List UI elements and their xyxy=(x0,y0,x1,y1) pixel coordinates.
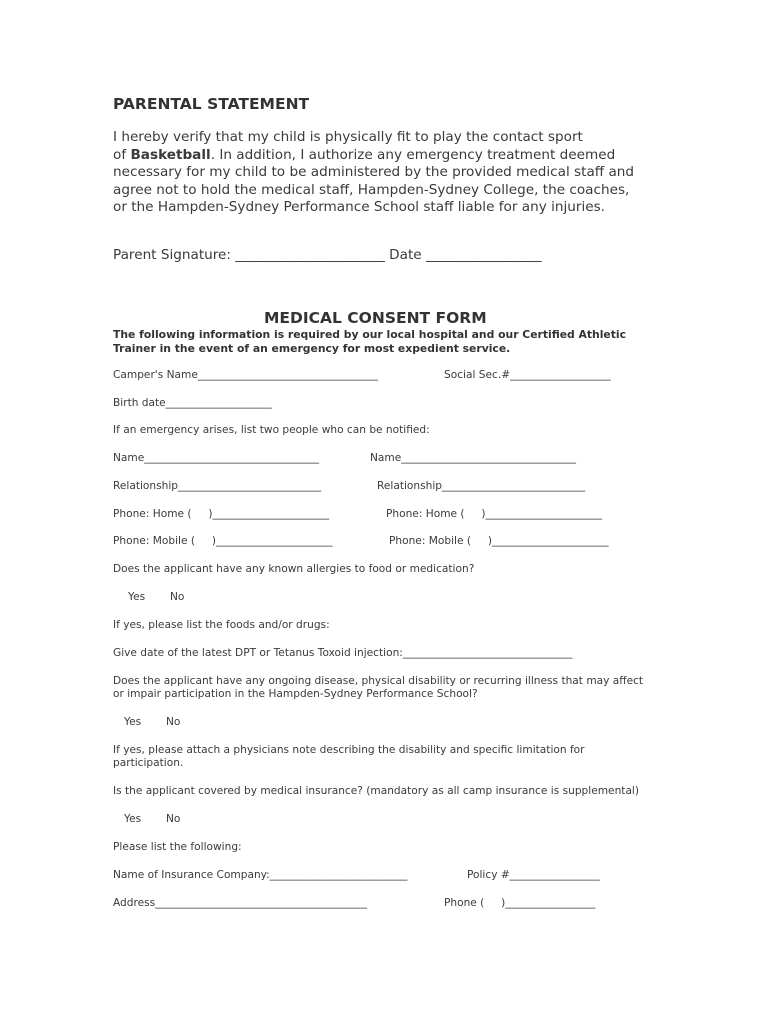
contact2-name-field[interactable]: Name_________________________________ xyxy=(370,452,577,464)
medical-intro-line-2: Trainer in the event of an emergency for most expedient service. xyxy=(113,342,511,355)
insurance-question: Is the applicant covered by medical insurance? (mandatory as all camp insurance is supplemental) xyxy=(113,785,640,797)
parental-line-1: I hereby verify that my child is physically fit to play the contact sport xyxy=(113,129,583,145)
parental-line-2 xyxy=(113,147,615,165)
dpt-injection-date-field[interactable]: Give date of the latest DPT or Tetanus Toxoid injection:________________________________ xyxy=(113,647,573,659)
policy-number-field[interactable]: Policy #_________________ xyxy=(467,869,600,881)
disease-question-line-1: Does the applicant have any ongoing disease, physical disability or recurring illness that may affect xyxy=(113,675,644,687)
sport-name: Basketball xyxy=(130,146,211,163)
contact1-home-phone-field[interactable]: Phone: Home ( )______________________ xyxy=(113,508,330,520)
insurance-yes-option[interactable]: Yes xyxy=(124,813,142,825)
medical-consent-title: MEDICAL CONSENT FORM xyxy=(264,309,487,327)
contact2-relationship-field[interactable]: Relationship___________________________ xyxy=(377,480,586,492)
insurance-company-field[interactable]: Name of Insurance Company:__________________________ xyxy=(113,869,408,881)
insurance-no-option[interactable]: No xyxy=(166,813,181,825)
contact1-relationship-field[interactable]: Relationship___________________________ xyxy=(113,480,322,492)
parental-line-5: or the Hampden-Sydney Performance School staff liable for any injuries. xyxy=(113,199,605,215)
parental-line-2-post: . In addition, I authorize any emergency treatment deemed xyxy=(210,146,616,163)
contact2-home-phone-field[interactable]: Phone: Home ( )______________________ xyxy=(386,508,603,520)
social-security-field[interactable]: Social Sec.#___________________ xyxy=(444,369,611,381)
disease-question-line-2: or impair participation in the Hampden-Sydney Performance School? xyxy=(113,688,478,700)
birth-date-field[interactable]: Birth date____________________ xyxy=(113,397,272,409)
parental-statement-heading: PARENTAL STATEMENT xyxy=(113,95,310,113)
contact2-mobile-phone-field[interactable]: Phone: Mobile ( )______________________ xyxy=(389,535,609,547)
parental-line-2-pre: of xyxy=(113,146,131,163)
address-field[interactable]: Address________________________________________ xyxy=(113,897,368,909)
disease-no-option[interactable]: No xyxy=(166,716,181,728)
medical-intro-line-1: The following information is required by our local hospital and our Certified Athletic xyxy=(113,328,627,341)
physician-note-line-1: If yes, please attach a physicians note describing the disability and specific limitation for xyxy=(113,744,585,756)
parental-line-3: necessary for my child to be administered by the provided medical staff and xyxy=(113,164,635,180)
physician-note-line-2: participation. xyxy=(113,757,184,769)
emergency-contacts-question: If an emergency arises, list two people who can be notified: xyxy=(113,424,430,436)
parent-signature-field[interactable]: Parent Signature: ______________________ Date _________________ xyxy=(113,247,542,263)
campers-name-field[interactable]: Camper's Name__________________________________ xyxy=(113,369,378,381)
contact1-mobile-phone-field[interactable]: Phone: Mobile ( )______________________ xyxy=(113,535,333,547)
please-list-label: Please list the following: xyxy=(113,841,242,853)
allergies-no-option[interactable]: No xyxy=(170,591,185,603)
allergies-question: Does the applicant have any known allergies to food or medication? xyxy=(113,563,475,575)
parental-line-4: agree not to hold the medical staff, Hampden-Sydney College, the coaches, xyxy=(113,181,630,198)
foods-drugs-list-field[interactable]: If yes, please list the foods and/or drugs: xyxy=(113,619,330,631)
contact1-name-field[interactable]: Name_________________________________ xyxy=(113,452,320,464)
insurance-phone-field[interactable]: Phone ( )_________________ xyxy=(444,897,596,909)
allergies-yes-option[interactable]: Yes xyxy=(128,591,146,603)
disease-yes-option[interactable]: Yes xyxy=(124,716,142,728)
